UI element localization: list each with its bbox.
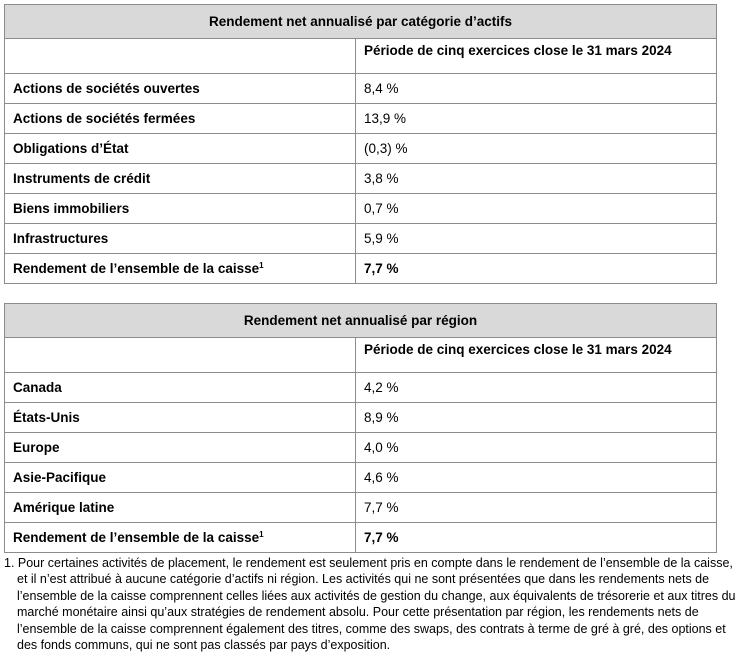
row-value: 13,9 %: [356, 104, 717, 134]
row-label: Actions de sociétés ouvertes: [5, 74, 356, 104]
row-label: Obligations d’État: [5, 134, 356, 164]
asset-class-return-table: [4, 4, 717, 284]
table-row: [5, 433, 717, 463]
asset-table-blank-header: [5, 39, 356, 74]
region-table-blank-header: [5, 338, 356, 373]
row-value: 0,7 %: [356, 194, 717, 224]
table-row: [5, 493, 717, 523]
table-row: [5, 134, 717, 164]
region-return-table: [4, 303, 717, 553]
row-value: 4,6 %: [356, 463, 717, 493]
footnote-marker: 1: [259, 530, 264, 539]
row-value: 8,9 %: [356, 403, 717, 433]
total-label: [5, 523, 356, 553]
row-label: Biens immobiliers: [5, 194, 356, 224]
row-value: 3,8 %: [356, 164, 717, 194]
table-row: [5, 104, 717, 134]
total-label-text: Rendement de l’ensemble de la caisse: [13, 530, 260, 545]
row-value: 7,7 %: [356, 493, 717, 523]
table-row: [5, 463, 717, 493]
footnote: 1. Pour certaines activités de placement, le rendement est seulement pris en compte dans le rendement de l’ensemble de la caisse, et il n’est attribué à aucune catégorie d’actifs ni région. Les activités qui ne sont présentées que dans les rendements nets de l’ensemble de la caisse comprennent celles liées aux activités de gestion du change, aux équivalents de trésorerie et aux titres du marché monétaire ainsi qu’aux stratégies de rendement absolu. Pour cette présentation par région, les rendements nets de l’ensemble de la caisse comprennent également des titres, comme des swaps, des contrats à terme de gré à gré, des options et des fonds communs, qui ne sont pas classés par pays d’exposition.: [4, 556, 736, 653]
table-row: [5, 403, 717, 433]
row-value: (0,3) %: [356, 134, 717, 164]
table-row: [5, 224, 717, 254]
row-value: 5,9 %: [356, 224, 717, 254]
total-value: 7,7 %: [356, 523, 717, 553]
asset-table-title: Rendement net annualisé par catégorie d’actifs: [5, 5, 717, 39]
total-value: 7,7 %: [356, 254, 717, 284]
asset-table-column-header: Période de cinq exercices close le 31 mars 2024: [356, 39, 717, 74]
total-row: [5, 254, 717, 284]
row-label: Instruments de crédit: [5, 164, 356, 194]
row-label: Europe: [5, 433, 356, 463]
region-table-column-header: Période de cinq exercices close le 31 mars 2024: [356, 338, 717, 373]
row-value: 4,0 %: [356, 433, 717, 463]
footnote-marker: 1: [259, 261, 264, 270]
table-row: [5, 74, 717, 104]
region-table-title: Rendement net annualisé par région: [5, 304, 717, 338]
table-row: [5, 373, 717, 403]
row-label: Actions de sociétés fermées: [5, 104, 356, 134]
row-label: Amérique latine: [5, 493, 356, 523]
row-label: Canada: [5, 373, 356, 403]
row-value: 4,2 %: [356, 373, 717, 403]
table-row: [5, 164, 717, 194]
total-row: [5, 523, 717, 553]
row-label: États-Unis: [5, 403, 356, 433]
row-value: 8,4 %: [356, 74, 717, 104]
row-label: Asie-Pacifique: [5, 463, 356, 493]
table-row: [5, 194, 717, 224]
row-label: Infrastructures: [5, 224, 356, 254]
total-label-text: Rendement de l’ensemble de la caisse: [13, 261, 260, 276]
total-label: [5, 254, 356, 284]
